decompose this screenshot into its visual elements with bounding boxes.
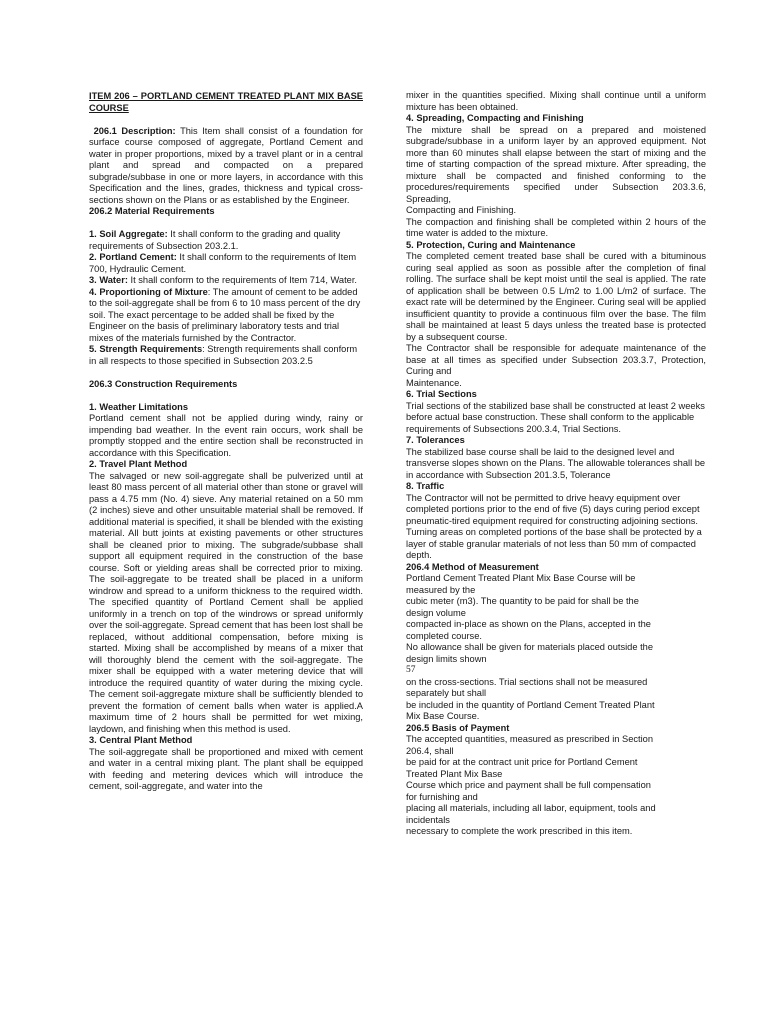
spreading-line-2: Compacting and Finishing. — [406, 205, 517, 215]
travel-plant-body: The salvaged or new soil-aggregate shall be pulverized until at least 80 mass percent of all material other than stone or gravel will pass a 4.75 mm (No. 4) sieve. Any material retained on a 50 mm (2 inches) sieve and other unsuitable material shall be removed. If additional material is specified, it shall be blended with the existing material. All butt joints at existing pavements or other structures shall be cleaned prior to mixing. The subgrade/subbase shall support all equipment required in the construction of the base course. Soft or yielding areas shall be corrected prior to mixing. The soil-aggregate to be treated shall be placed in a uniform windrow and spread to a uniform thickness to the required width. The specified quantity of Portland Cement shall be applied uniformly in a trench on top of the windrows or spread uniformly over the soil-aggregate. Spread cement that has been lost shall be replaced, without additional compensation, before mixing is started. Mixing shall be accomplished by means of a mixer that will thoroughly blend the cement with the soil-aggregate. The mixer shall be equipped with a water metering device that will introduce the required quantity of water during the mixing cycle. The cement soil-aggregate mixture shall be sufficiently blended to prevent the formation of cement balls when water is applied.A maximum time of 2 hours shall be permitted for wet mixing, laydown, and finishing when this method is used. — [89, 470, 363, 734]
payment-line: 206.4, shall — [406, 745, 454, 756]
protection-body-3: Maintenance. — [406, 377, 462, 388]
trial-sections-heading: 6. Trial Sections — [406, 389, 477, 399]
measurement-line: cubic meter (m3). The quantity to be paid for shall be the — [406, 596, 639, 606]
material-1-heading: 1. Soil Aggregate: — [89, 229, 168, 239]
section-206-2-heading: 206.2 Material Requirements — [89, 206, 215, 216]
measurement-line: compacted in-place as shown on the Plans, accepted in the — [406, 619, 651, 629]
weather-limitations-heading: 1. Weather Limitations — [89, 401, 189, 412]
payment-line: incidentals — [406, 814, 450, 825]
material-1-body: It shall conform to the grading and quality requirements of Subsection 203.2.1. — [89, 229, 341, 251]
protection-body: The completed cement treated base shall be cured with a bituminous curing seal applied as soon as possible after the completion of final rolling. The surface shall be kept moist until the seal is applied. The rate of application shall be between 0.5 L/m2 to 1.00 L/m2 of surface. The exact rate will be determined by the Engineer. Curing seal will be applied insufficient quantity to provide a continuous film over the base. The film shall be maintained at least 5 days unless the treated base is protected by a subsequent course. — [406, 251, 706, 342]
material-4-heading: 4. Proportioning of Mixture — [89, 286, 208, 297]
spreading-body: The mixture shall be spread on a prepared and moistened subgrade/subbase in a uniform layer by an approved equipment. Not more than 60 minutes shall elapse between the start of mixing and the time of starting compaction of the spread mixture. After spreading, the mixture shall be compacted and finished conforming to the procedures/requirements specified under Subsection 203.3.6, Spreading, — [406, 124, 706, 204]
payment-line: for furnishing and — [406, 791, 478, 802]
material-2-heading: 2. Portland Cement: — [89, 252, 177, 262]
document-title: ITEM 206 – PORTLAND CEMENT TREATED PLANT MIX BASE COURSE — [89, 91, 363, 113]
payment-line: The accepted quantities, measured as prescribed in Section — [406, 734, 654, 744]
section-206-1 — [89, 126, 363, 207]
material-soil-aggregate — [89, 229, 363, 252]
material-3-body: It shall conform to the requirements of Item 714, Water. — [127, 275, 358, 285]
measurement-line: Mix Base Course. — [406, 711, 480, 721]
payment-line: Course which price and payment shall be full compensation — [406, 780, 651, 790]
material-5-heading: 5. Strength Requirements — [89, 344, 203, 354]
payment-line: be paid for at the contract unit price for Portland Cement — [406, 757, 638, 767]
section-206-1-heading: 206.1 Description: — [93, 125, 176, 136]
protection-heading: 5. Protection, Curing and Maintenance — [406, 239, 576, 250]
material-strength — [89, 344, 363, 367]
protection-body-2: The Contractor shall be responsible for adequate maintenance of the base at all times as specified under Subsection 203.3.7, Protection, Curing and — [406, 343, 706, 376]
spreading-heading: 4. Spreading, Compacting and Finishing — [406, 113, 584, 123]
trial-sections-body: Trial sections of the stabilized base shall be constructed at least 2 weeks before actual base construction. These shall conform to the applicable requirements of Subsections 200.3.4, Trial Sections. — [406, 400, 705, 434]
tolerances-heading: 7. Tolerances — [406, 435, 465, 445]
spreading-line-3: The compaction and finishing shall be completed within 2 hours of the time water is added to the mixture. — [406, 216, 706, 238]
measurement-line: separately but shall — [406, 688, 487, 698]
right-column — [406, 90, 706, 838]
material-2-body: It shall conform to the requirements of Item 700, Hydraulic Cement. — [89, 252, 357, 274]
central-plant-continued: mixer in the quantities specified. Mixing shall continue until a uniform mixture has been obtained. — [406, 90, 706, 112]
weather-limitations-body: Portland cement shall not be applied during windy, rainy or impending bad weather. In the event rain occurs, work shall be promptly stopped and the entire section shall be reconstructed in accordance with this Specification. — [89, 413, 363, 458]
payment-line: placing all materials, including all labor, equipment, tools and — [406, 803, 656, 813]
material-portland-cement — [89, 252, 363, 275]
section-206-1-body: This Item shall consist of a foundation for surface course composed of aggregate, Portland Cement and water in proper proportions, mixed by a travel plant or in a central plant and spread and compacted on a prepared subgrade/subbase in one or more layers, in accordance with this Specification and the lines, grades, thickness and typical cross-sections shown on the Plans or as established by the Engineer. — [89, 125, 363, 205]
material-4-body: : The amount of cement to be added to the soil-aggregate shall be from 6 to 10 mass percent of the dry soil. The exact percentage to be added shall be fixed by the Engineer on the basis of preliminary laboratory tests and trial mixes of the materials furnished by the Contractor. — [89, 286, 361, 343]
measurement-line: on the cross-sections. Trial sections shall not be measured — [406, 676, 648, 687]
page-number: 57 — [406, 665, 416, 675]
central-plant-heading: 3. Central Plant Method — [89, 735, 193, 745]
material-3-heading: 3. Water: — [89, 275, 128, 285]
material-proportioning — [89, 287, 363, 345]
material-water — [89, 275, 363, 287]
payment-line: Treated Plant Mix Base — [406, 768, 503, 779]
tolerances-body: The stabilized base course shall be laid to the designed level and transverse slopes shown on the Plans. The allowable tolerances shall be in accordance with Subsection 201.3.5, Tolerance — [406, 446, 706, 480]
section-206-3-heading: 206.3 Construction Requirements — [89, 378, 238, 389]
measurement-line: design volume — [406, 607, 466, 618]
measurement-line: completed course. — [406, 630, 482, 641]
travel-plant-heading: 2. Travel Plant Method — [89, 459, 188, 469]
traffic-body: The Contractor will not be permitted to drive heavy equipment over completed portions prior to the end of five (5) days curing period except pneumatic-tired equipment required for constructing adjoining sections. Turning areas on completed portions of the base shall be protected by a layer of stable granular materials of not less than 50 mm of compacted depth. — [406, 492, 702, 560]
traffic-heading: 8. Traffic — [406, 481, 445, 491]
section-206-5-heading: 206.5 Basis of Payment — [406, 722, 510, 733]
left-column — [89, 90, 363, 793]
measurement-line: No allowance shall be given for materials placed outside the — [406, 642, 654, 652]
section-206-4-heading: 206.4 Method of Measurement — [406, 561, 539, 572]
measurement-line: Portland Cement Treated Plant Mix Base Course will be — [406, 573, 636, 583]
material-5-body: : Strength requirements shall conform in all respects to those specified in Subsection 203.2.5 — [89, 344, 358, 366]
measurement-line: measured by the — [406, 584, 476, 595]
measurement-line: design limits shown — [406, 653, 487, 664]
central-plant-body: The soil-aggregate shall be proportioned and mixed with cement and water in a central mixing plant. The plant shall be equipped with feeding and metering devices which will introduce the cement, soil-aggregate, and water into the — [89, 746, 363, 791]
payment-line: necessary to complete the work prescribed in this item. — [406, 826, 633, 836]
measurement-line: be included in the quantity of Portland Cement Treated Plant — [406, 699, 655, 710]
